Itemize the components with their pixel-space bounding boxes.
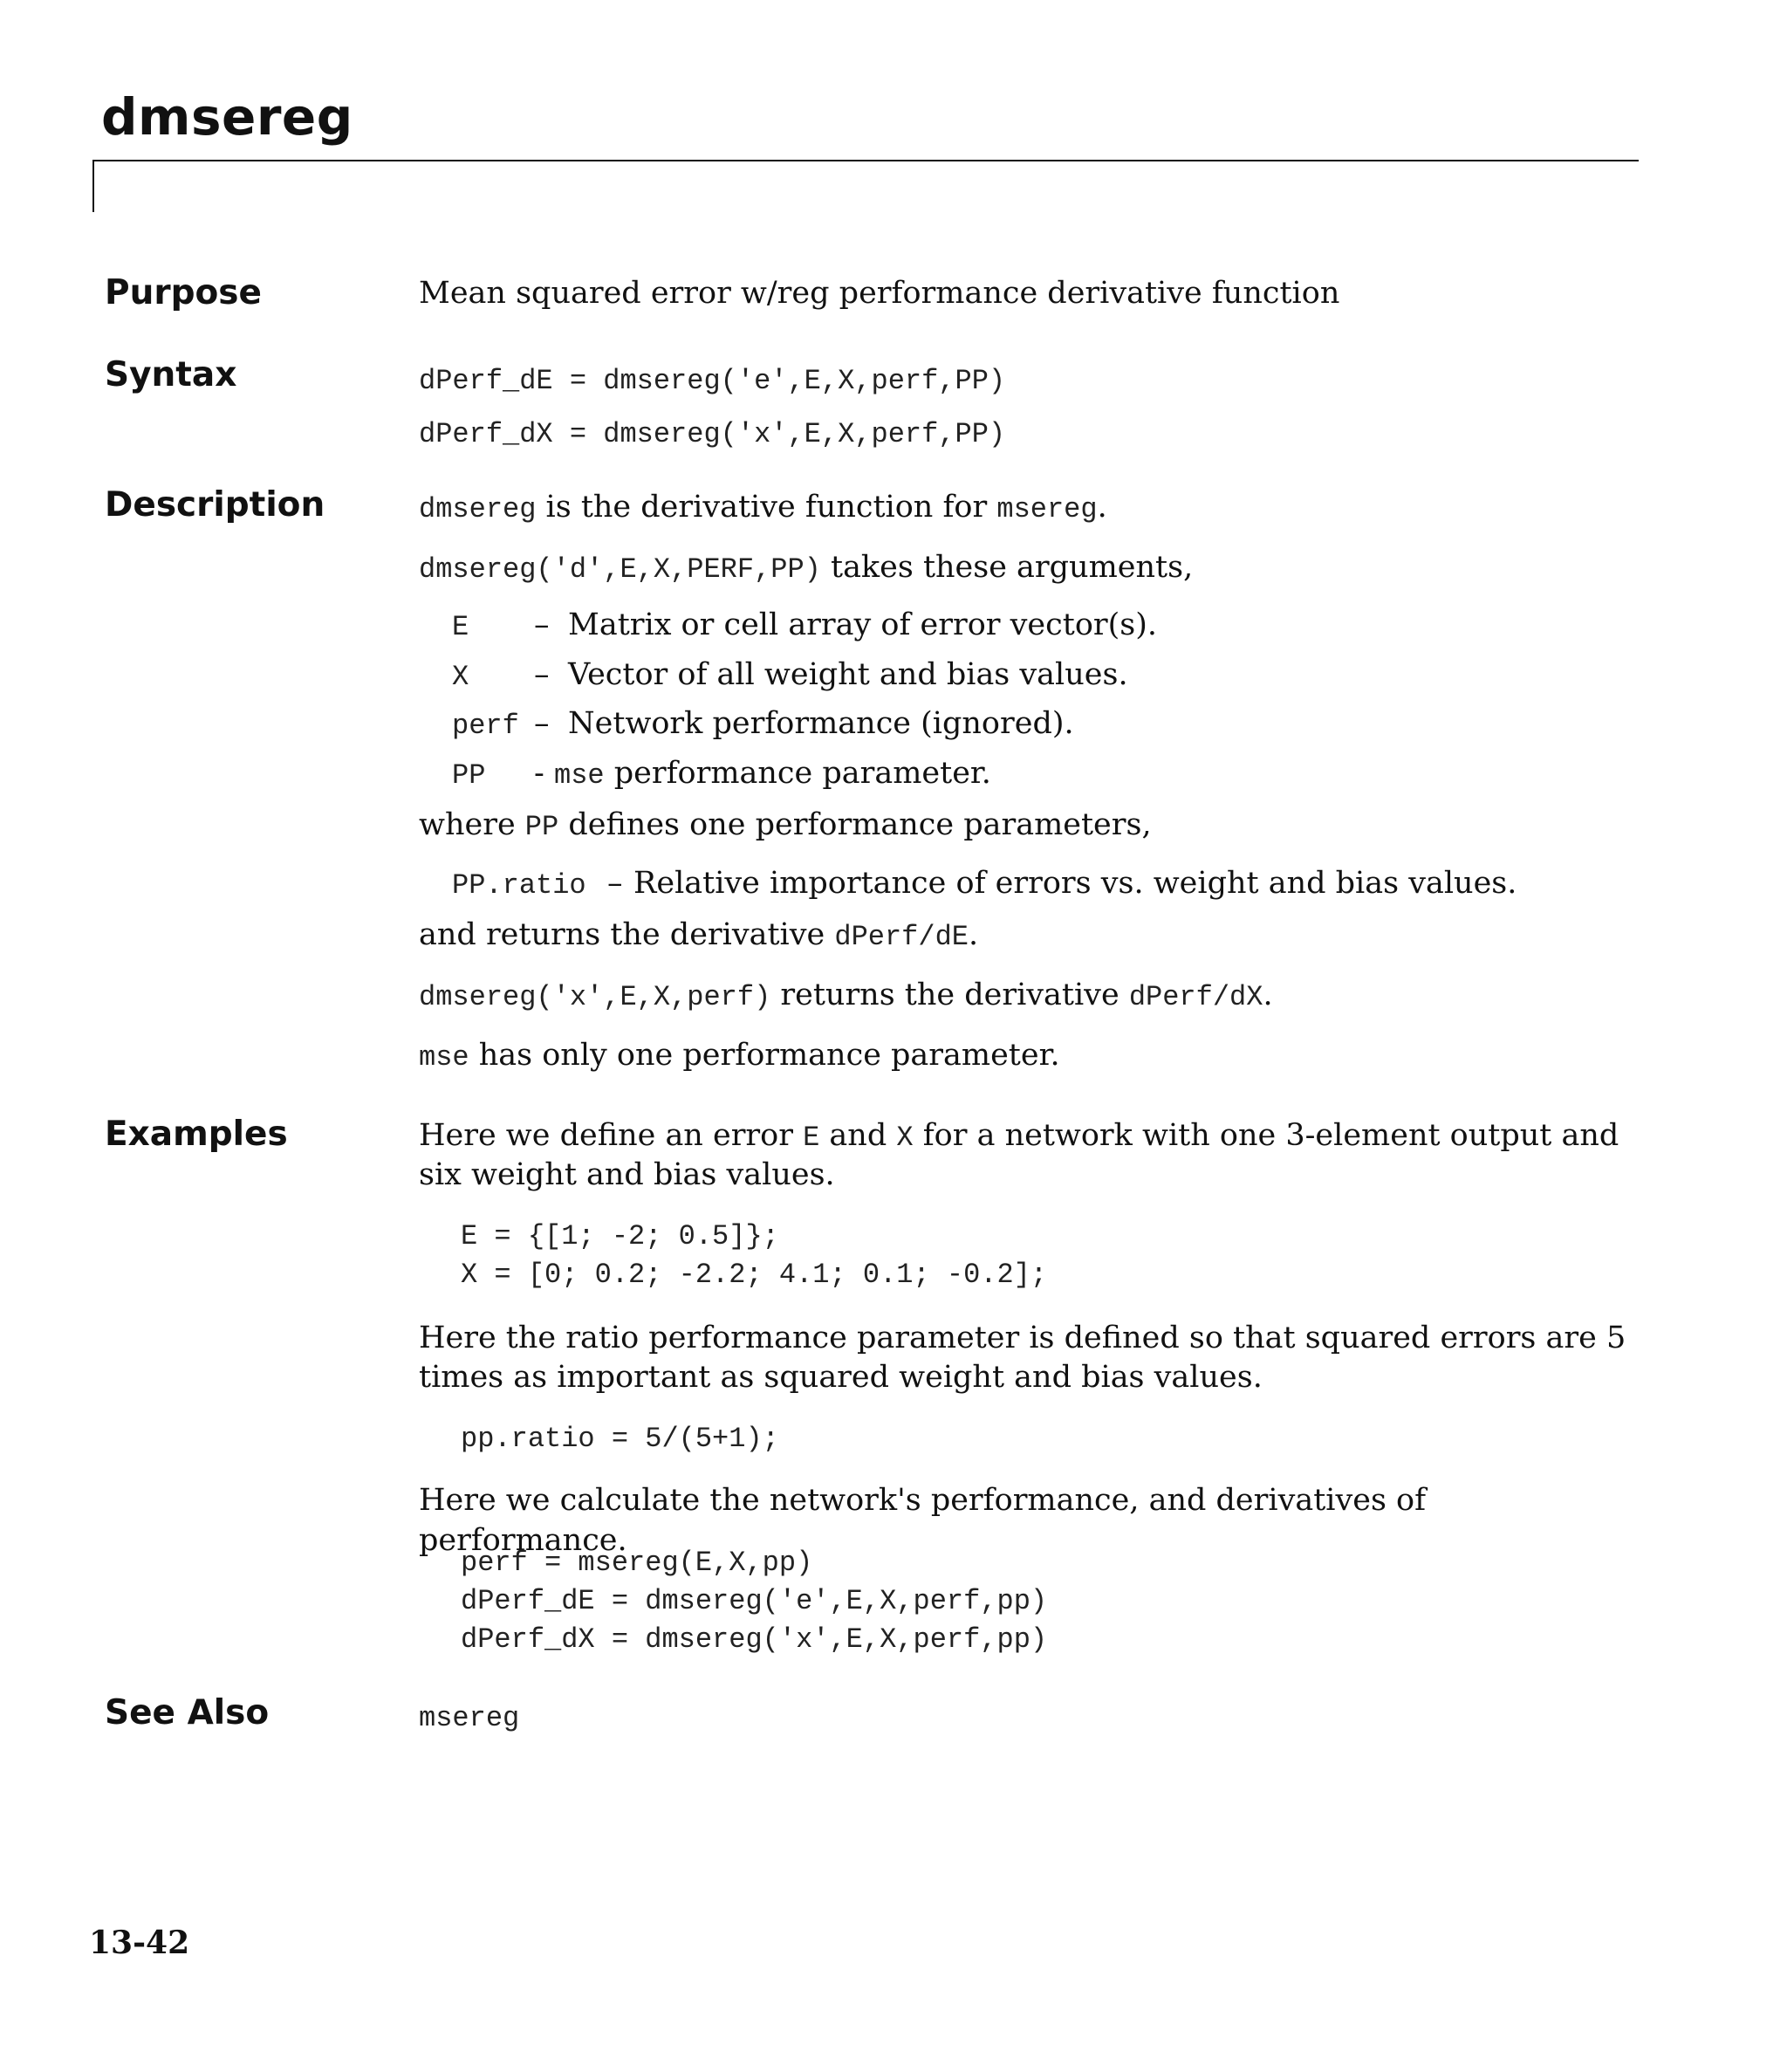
see-also-link[interactable]: msereg — [419, 1702, 520, 1734]
title-rule-tick — [92, 160, 94, 212]
inline-code: dPerf/dX — [1128, 981, 1263, 1013]
code-line: dPerf_dE = dmsereg('e',E,X,perf,pp) — [461, 1585, 1048, 1617]
arg-description: Vector of all weight and bias values. — [568, 657, 1128, 692]
purpose-text: Mean squared error w/reg performance derivative function — [419, 276, 1340, 311]
arg-description: mse performance parameter. — [554, 756, 991, 792]
inline-code: PP — [524, 811, 559, 843]
code-line: X = [0; 0.2; -2.2; 4.1; 0.1; -0.2]; — [461, 1259, 1048, 1291]
arg-separator: – — [607, 866, 623, 901]
inline-code: mse — [419, 1041, 469, 1074]
see-also-label: See Also — [105, 1693, 270, 1732]
arg-separator: – — [534, 607, 550, 642]
inline-code: dmsereg — [419, 493, 537, 525]
description-x: dmsereg('x',E,X,perf) returns the derivative dPerf/dX. — [419, 978, 1273, 1013]
code-line: perf = msereg(E,X,pp) — [461, 1547, 813, 1579]
arg-name: perf — [452, 710, 519, 742]
arg-separator: - — [534, 756, 544, 791]
inline-code: E — [803, 1122, 820, 1154]
examples-label: Examples — [105, 1115, 288, 1154]
description-p1: dmsereg is the derivative function for msereg. — [419, 490, 1107, 525]
description-where: where PP defines one performance parameters, — [419, 807, 1152, 843]
arg-name: X — [452, 661, 469, 693]
inline-code: dmsereg('x',E,X,perf) — [419, 981, 771, 1013]
inline-code: dmsereg('d',E,X,PERF,PP) — [419, 553, 821, 586]
inline-code: msereg — [996, 493, 1098, 525]
inline-code: X — [896, 1122, 914, 1154]
description-label: Description — [105, 485, 325, 525]
page-number: 13-42 — [89, 1924, 190, 1961]
description-p2: dmsereg('d',E,X,PERF,PP) takes these arguments, — [419, 550, 1194, 586]
arg-separator: – — [534, 706, 550, 741]
arg-name: PP — [452, 759, 486, 792]
syntax-label: Syntax — [105, 355, 237, 395]
arg-description: Network performance (ignored). — [568, 706, 1074, 741]
page-title: dmsereg — [101, 87, 353, 147]
description-mse: mse has only one performance parameter. — [419, 1038, 1060, 1074]
examples-intro: Here we define an error E and X for a network with one 3-element output and — [419, 1118, 1619, 1154]
inline-code: dPerf/dE — [834, 921, 969, 953]
code-line: dPerf_dX = dmsereg('x',E,X,perf,pp) — [461, 1623, 1048, 1656]
arg-name: PP.ratio — [452, 869, 586, 902]
arg-description: Relative importance of errors vs. weight and bias values. — [633, 866, 1517, 901]
title-rule — [92, 160, 1639, 161]
syntax-line-2: dPerf_dX = dmsereg('x',E,X,perf,PP) — [419, 418, 1006, 450]
examples-ratio-text-line-2: times as important as squared weight and bias values. — [419, 1360, 1263, 1395]
examples-intro-line-2: six weight and bias values. — [419, 1157, 835, 1192]
examples-calc-text: Here we calculate the network's performance, and derivatives of performance. — [419, 1483, 1436, 1558]
inline-code: mse — [554, 759, 605, 792]
arg-separator: – — [534, 657, 550, 692]
examples-ratio-text: Here the ratio performance parameter is defined so that squared errors are 5 — [419, 1321, 1626, 1355]
syntax-line-1: dPerf_dE = dmsereg('e',E,X,perf,PP) — [419, 365, 1006, 397]
arg-description: Matrix or cell array of error vector(s). — [568, 607, 1158, 642]
description-returns: and returns the derivative dPerf/dE. — [419, 917, 979, 953]
arg-name: E — [452, 611, 469, 643]
code-line: E = {[1; -2; 0.5]}; — [461, 1220, 779, 1252]
purpose-label: Purpose — [105, 273, 262, 312]
code-line: pp.ratio = 5/(5+1); — [461, 1423, 779, 1455]
